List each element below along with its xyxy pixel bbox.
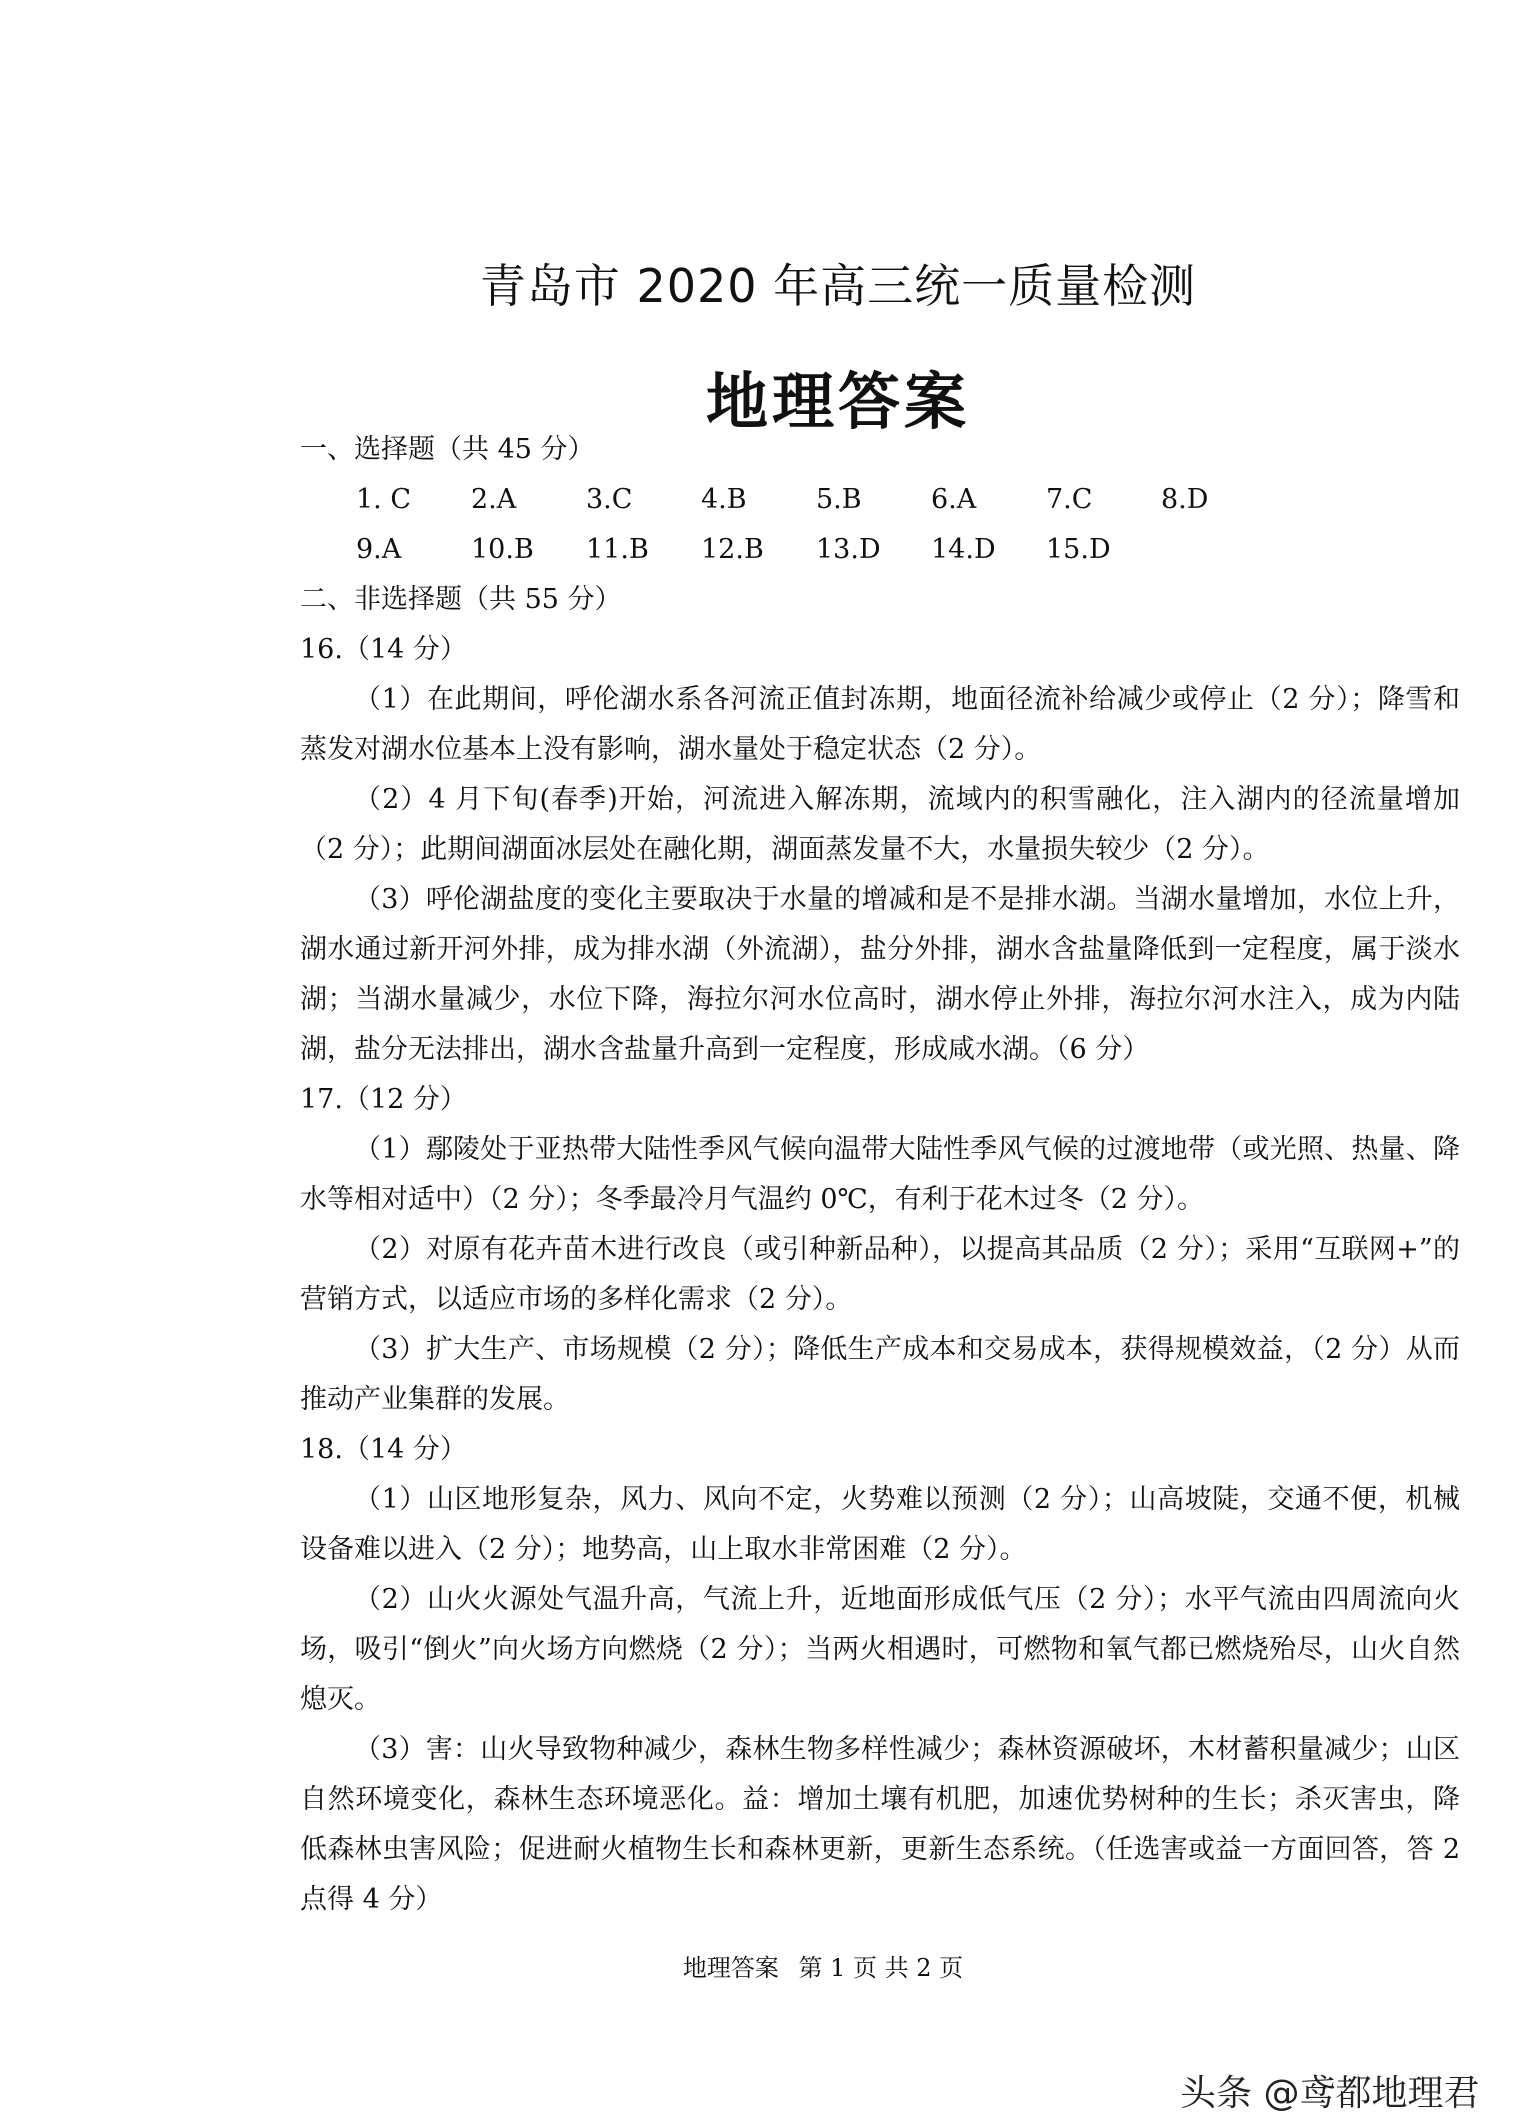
watermark: 头条 @鸢都地理君 [1180, 2073, 1480, 2114]
choice-answer: 7.C [1046, 484, 1093, 515]
choice-answer: 15.D [1046, 534, 1111, 565]
choice-answer: 4.B [701, 484, 747, 515]
question-16-heading: 16.（14 分） [300, 634, 467, 665]
choice-answer: 8.D [1161, 484, 1209, 515]
page-footer [0, 1948, 1536, 1983]
answer-body [300, 425, 1460, 1925]
page-title: 青岛市 2020 年高三统一质量检测 [479, 259, 1197, 313]
choice-answer: 9.A [356, 534, 402, 565]
question-16-part-3: （3）呼伦湖盐度的变化主要取决于水量的增减和是不是排水湖。当湖水量增加，水位上升，湖水通过新开河外排，成为排水湖（外流湖），盐分外排，湖水含盐量降低到一定程度，属于淡水湖；当湖水量减少，水位下降，海拉尔河水位高时，湖水停止外排，海拉尔河水注入，成为内陆湖，盐分无法排出，湖水含盐量升高到一定程度，形成咸水湖。（6 分） [300, 884, 1460, 1065]
question-18-part-1: （1）山区地形复杂，风力、风向不定，火势难以预测（2 分）；山高坡陡，交通不便，机械设备难以进入（2 分）；地势高，山上取水非常困难（2 分）。 [300, 1484, 1460, 1565]
question-17-part-3: （3）扩大生产、市场规模（2 分）；降低生产成本和交易成本，获得规模效益，（2 分）从而推动产业集群的发展。 [300, 1334, 1460, 1415]
section1-heading: 一、选择题（共 45 分） [300, 434, 595, 465]
question-18-part-3: （3）害：山火导致物种减少，森林生物多样性减少；森林资源破坏，木材蓄积量减少；山区自然环境变化，森林生态环境恶化。益：增加土壤有机肥，加速优势树种的生长；杀灭害虫，降低森林虫害风险；促进耐火植物生长和森林更新，更新生态系统。（任选害或益一方面回答，答 2 点得 4 分） [300, 1734, 1460, 1915]
question-18-part-2: （2）山火火源处气温升高，气流上升，近地面形成低气压（2 分）；水平气流由四周流向火场，吸引“倒火”向火场方向燃烧（2 分）；当两火相遇时，可燃物和氧气都已燃烧殆尽，山火自然熄灭。 [300, 1584, 1460, 1715]
choice-answer: 2.A [471, 484, 517, 515]
question-18-heading: 18.（14 分） [300, 1434, 467, 1465]
footer-page-number: 第 1 页 共 2 页 [798, 1954, 964, 1982]
question-17-heading: 17.（12 分） [300, 1084, 467, 1115]
choice-answer: 10.B [471, 534, 534, 565]
choice-answer: 6.A [931, 484, 977, 515]
choice-answer: 3.C [586, 484, 633, 515]
question-17-part-2: （2）对原有花卉苗木进行改良（或引种新品种），以提高其品质（2 分）；采用“互联网+”的营销方式，以适应市场的多样化需求（2 分）。 [300, 1234, 1460, 1315]
page-subtitle: 地理答案 [705, 365, 970, 438]
choice-answer: 13.D [816, 534, 881, 565]
choice-answer: 12.B [701, 534, 764, 565]
question-16-part-1: （1）在此期间，呼伦湖水系各河流正值封冻期，地面径流补给减少或停止（2 分）；降雪和蒸发对湖水位基本上没有影响，湖水量处于稳定状态（2 分）。 [300, 684, 1460, 765]
question-16-part-2: （2）4 月下旬(春季)开始，河流进入解冻期，流域内的积雪融化，注入湖内的径流量增加（2 分）；此期间湖面冰层处在融化期，湖面蒸发量不大，水量损失较少（2 分）。 [300, 784, 1460, 865]
choice-answer: 11.B [586, 534, 649, 565]
choice-answers-row-2 [300, 525, 1460, 575]
question-17-part-1: （1）鄢陵处于亚热带大陆性季风气候向温带大陆性季风气候的过渡地带（或光照、热量、降水等相对适中）（2 分）；冬季最冷月气温约 0℃，有利于花木过冬（2 分）。 [300, 1134, 1460, 1215]
choice-answer: 14.D [931, 534, 996, 565]
footer-doc-name: 地理答案 [682, 1954, 779, 1982]
section2-heading: 二、非选择题（共 55 分） [300, 584, 622, 615]
choice-answer: 5.B [816, 484, 862, 515]
choice-answers-row-1 [300, 475, 1460, 525]
choice-answer: 1. C [356, 484, 412, 515]
